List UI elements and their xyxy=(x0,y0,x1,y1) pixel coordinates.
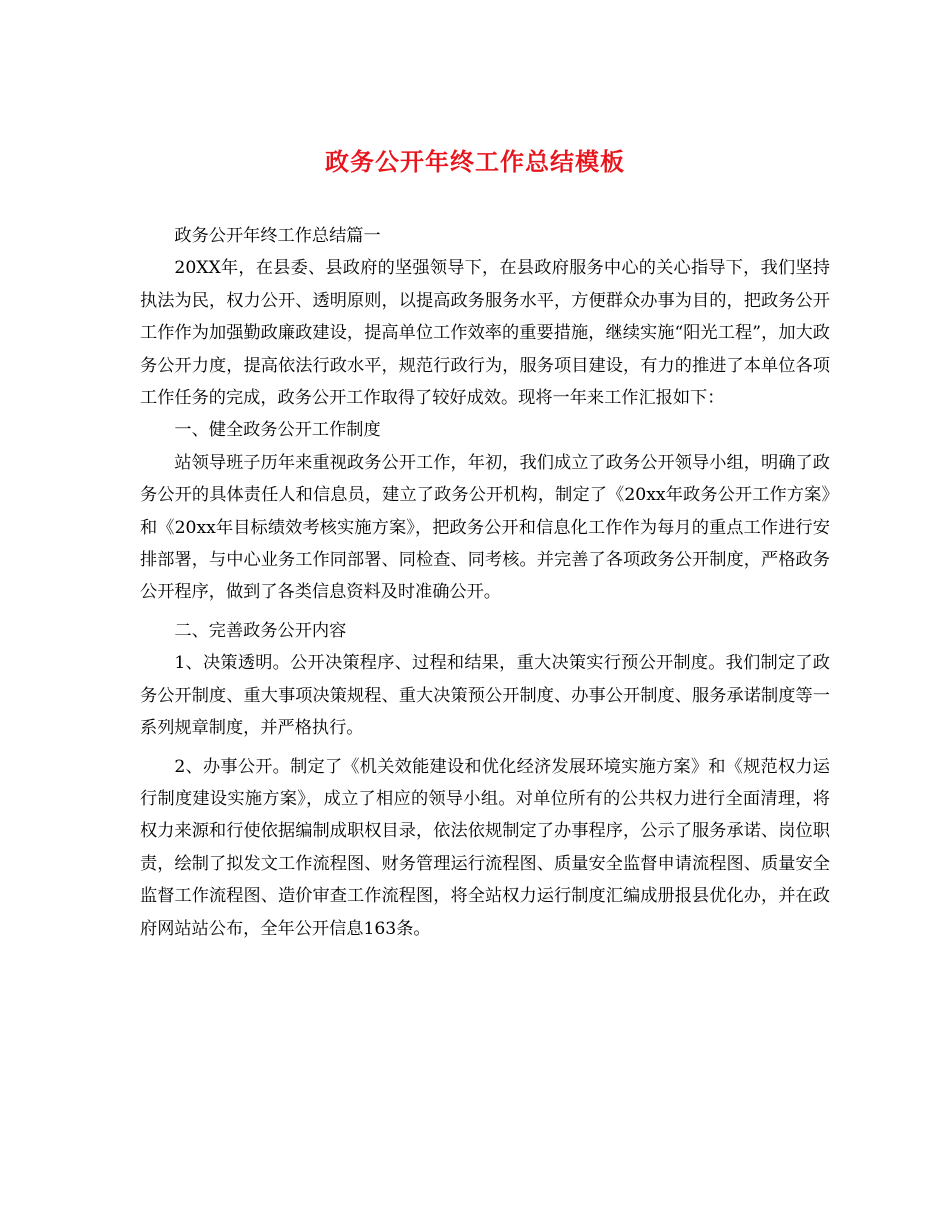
section2-item1-paragraph: 1、决策透明。公开决策程序、过程和结果，重大决策实行预公开制度。我们制定了政务公开制度、重大事项决策规程、重大决策预公开制度、办事公开制度、服务承诺制度等一系列规章制度，并严格执行。 xyxy=(140,653,830,739)
section1-paragraph: 站领导班子历年来重视政务公开工作，年初，我们成立了政务公开领导小组，明确了政务公开的具体责任人和信息员，建立了政务公开机构，制定了《20xx年政务公开工作方案》和《20xx年目标绩效考核实施方案》，把政务公开和信息化工作作为每月的重点工作进行安排部署，与中心业务工作同部署、同检查、同考核。并完善了各项政务公开制度，严格政务公开程序，做到了各类信息资料及时准确公开。 xyxy=(140,452,830,603)
section1-heading: 一、健全政务公开工作制度 xyxy=(174,420,381,441)
section2-item2-paragraph: 2、办事公开。制定了《机关效能建设和优化经济发展环境实施方案》和《规范权力运行制度建设实施方案》，成立了相应的领导小组。对单位所有的公共权力进行全面清理，将权力来源和行使依据编制成职权目录，依法依规制定了办事程序，公示了服务承诺、岗位职责，绘制了拟发文工作流程图、财务管理运行流程图、质量安全监督申请流程图、质量安全监督工作流程图、造价审查工作流程图，将全站权力运行制度汇编成册报县优化办，并在政府网站站公布，全年公开信息163条。 xyxy=(140,756,830,939)
document-body xyxy=(140,220,830,945)
document-subtitle: 政务公开年终工作总结篇一 xyxy=(174,226,381,246)
document-title: 政务公开年终工作总结模板 xyxy=(325,147,625,176)
intro-paragraph: 20XX年，在县委、县政府的坚强领导下，在县政府服务中心的关心指导下，我们坚持执法为民，权力公开、透明原则，以提高政务服务水平，方便群众办事为目的，把政务公开工作作为加强勤政廉政建设，提高单位工作效率的重要措施，继续实施“阳光工程”，加大政务公开力度，提高依法行政水平，规范行政行为，服务项目建设，有力的推进了本单位各项工作任务的完成，政务公开工作取得了较好成效。现将一年来工作汇报如下： xyxy=(140,258,830,409)
section2-heading: 二、完善政务公开内容 xyxy=(174,620,347,641)
